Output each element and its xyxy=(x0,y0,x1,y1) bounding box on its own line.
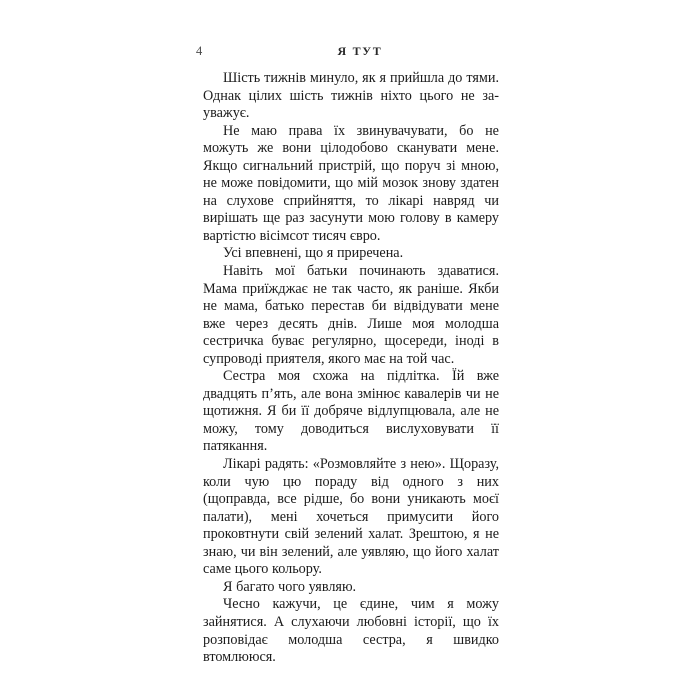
running-title: Я ТУТ xyxy=(337,44,383,58)
paragraph: Не маю права їх звинувачувати, бо не можуть же вони цілодобово сканувати мене. Якщо сигнальний пристрій, що поруч зі мною, не може повідомити, що мій мозок знову здатен на слухове сприйняття, то лікарі навряд чи вирішать ще раз засунути мою голову в камеру вартістю вісімсот тисяч євро. xyxy=(203,122,499,244)
paragraph: Лікарі радять: «Розмовляйте з нею». Щоразу, коли чую цю пораду від одного з них (щоправда, все рідше, бо вони уникають моєї палати), мені хочеться примусити його проковтнути свій зелений халат. Зрештою, я не знаю, чи він зелений, але уявляю, що його халат саме цього кольору. xyxy=(203,456,499,578)
paragraph: Сестра моя схожа на підлітка. Їй вже двадцять п’ять, але вона змінює кавалерів чи не щотижня. Я би її добряче відлупцювала, але не можу, тому доводиться вислуховувати її патякання. xyxy=(203,368,499,455)
paragraph: Чесно кажучи, це єдине, чим я можу зайнятися. А слухаючи любовні історії, що їх розповідає молодша сестра, я швидко втомлююся. xyxy=(203,596,499,666)
paragraph: Я багато чого уявляю. xyxy=(223,578,357,595)
paragraph: Навіть мої батьки починають здаватися. Мама приїжджає не так часто, як раніше. Якби не мама, батько перестав би відвідувати мене вже через десять днів. Лише моя молодша сестричка буває регулярно, щосереди, іноді в супроводі приятеля, якого має на той час. xyxy=(203,263,499,367)
running-head xyxy=(196,42,502,60)
body-text-block xyxy=(203,70,499,667)
paragraph: Шість тижнів минуло, як я прийшла до тями. Однак цілих шість тижнів ніхто цього не зауважує. xyxy=(203,70,499,122)
paragraph: Усі впевнені, що я приречена. xyxy=(223,245,404,262)
page-number: 4 xyxy=(196,44,203,58)
